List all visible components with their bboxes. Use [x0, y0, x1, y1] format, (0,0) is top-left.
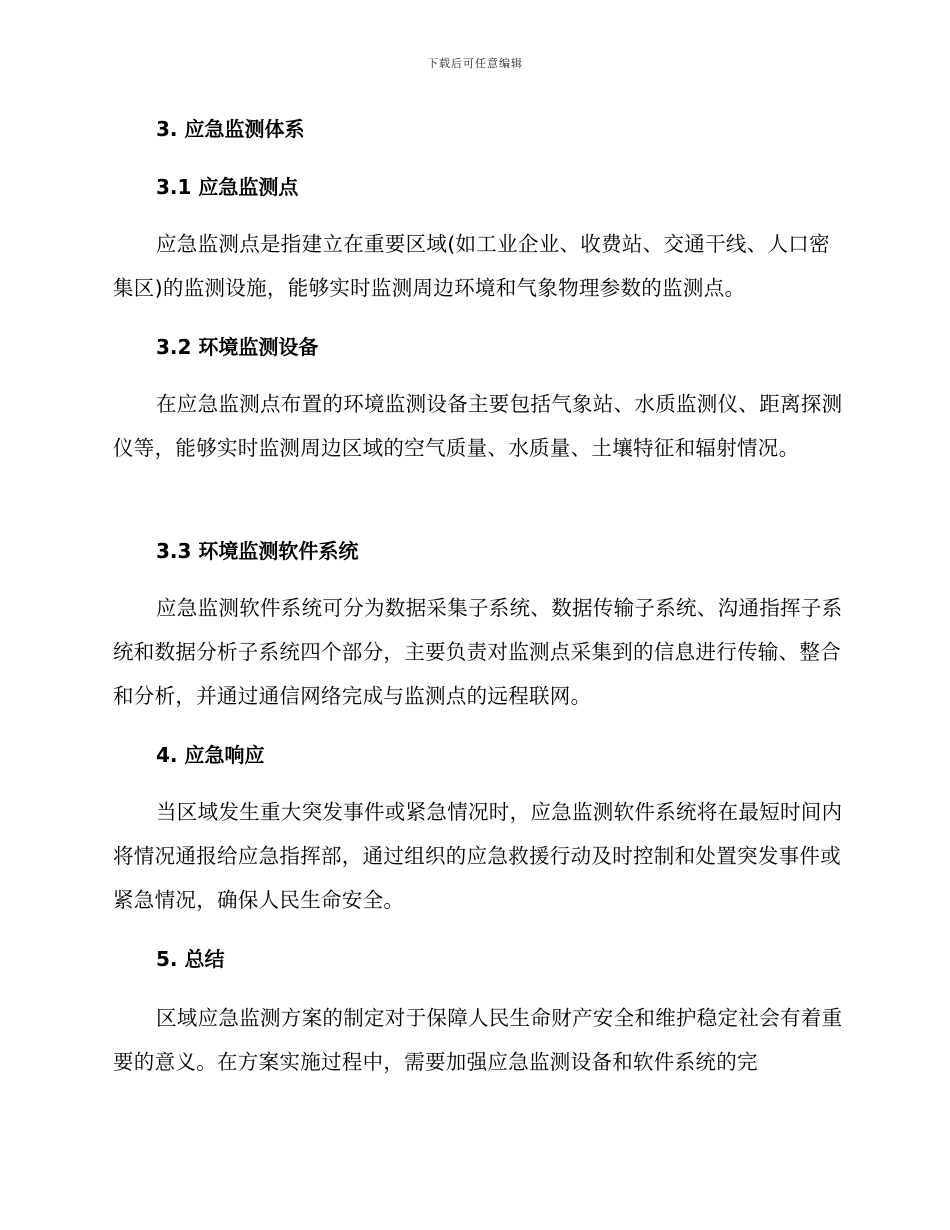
section-3-1-paragraph: 应急监测点是指建立在重要区域(如工业企业、收费站、交通干线、人口密集区)的监测设施，能够实时监测周边环境和气象物理参数的监测点。: [113, 232, 830, 300]
section-3-3-paragraph: 应急监测软件系统可分为数据采集子系统、数据传输子系统、沟通指挥子系统和数据分析子系统四个部分，主要负责对监测点采集到的信息进行传输、整合和分析，并通过通信网络完成与监测点的远程联网。: [113, 596, 843, 708]
section-5-heading: 5. 总结: [156, 947, 225, 971]
section-3-1-heading: 3.1 应急监测点: [156, 175, 299, 199]
section-4-paragraph: 当区域发生重大突发事件或紧急情况时，应急监测软件系统将在最短时间内将情况通报给应急指挥部，通过组织的应急救援行动及时控制和处置突发事件或紧急情况，确保人民生命安全。: [113, 800, 843, 912]
section-3-3-heading: 3.3 环境监测软件系统: [156, 539, 359, 563]
section-3-2-heading: 3.2 环境监测设备: [156, 335, 319, 359]
section-4-heading: 4. 应急响应: [156, 743, 265, 767]
header-note: 下载后可任意编辑: [427, 57, 523, 70]
section-3-2-paragraph: 在应急监测点布置的环境监测设备主要包括气象站、水质监测仪、距离探测仪等，能够实时监测周边区域的空气质量、水质量、土壤特征和辐射情况。: [113, 392, 843, 460]
section-5-paragraph: 区域应急监测方案的制定对于保障人民生命财产安全和维护稳定社会有着重要的意义。在方案实施过程中，需要加强应急监测设备和软件系统的完: [113, 1006, 843, 1074]
section-3-heading: 3. 应急监测体系: [156, 117, 305, 141]
